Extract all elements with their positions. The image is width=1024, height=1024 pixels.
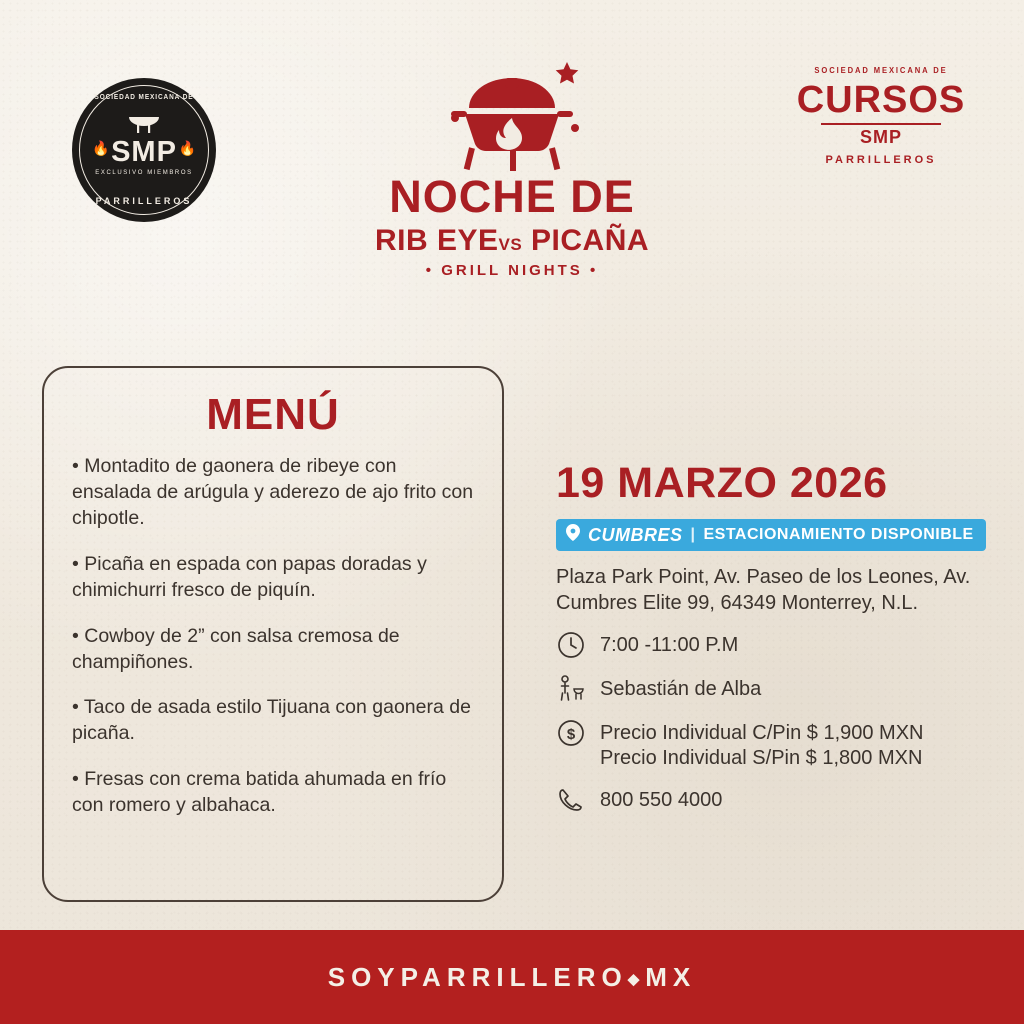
event-title: NOCHE DE	[389, 171, 635, 222]
location-zone: CUMBRES	[588, 524, 683, 545]
seal-top-text: SOCIEDAD MEXICANA DE	[94, 94, 194, 101]
smp-seal-logo	[72, 78, 216, 222]
seal-subtext: EXCLUSIVO MIEMBROS	[95, 170, 193, 176]
parking-note: ESTACIONAMIENTO DISPONIBLE	[703, 526, 974, 543]
flame-icon-left: 🔥	[92, 140, 110, 156]
seal-bottom-text: PARRILLEROS	[95, 196, 193, 206]
cursos-smp-logo	[796, 66, 966, 166]
menu-item: • Cowboy de 2” con salsa cremosa de champiñones.	[72, 624, 400, 673]
event-subtitle-vs: VS	[498, 235, 523, 254]
cursos-sub-text: SMP	[859, 126, 902, 147]
price-line-2: Precio Individual S/Pin $ 1,800 MXN	[600, 747, 923, 770]
cursos-bottom-text: PARRILLEROS	[825, 153, 937, 166]
event-logo	[362, 56, 662, 279]
event-info	[556, 459, 986, 815]
clock-icon	[556, 630, 586, 660]
map-pin-icon	[566, 524, 580, 546]
menu-card	[42, 366, 504, 902]
event-subtitle	[362, 222, 662, 260]
detail-row-phone	[556, 785, 986, 815]
footer-brand-name: SOYPARRILLERO	[327, 961, 628, 992]
event-date: 19 MARZO 2026	[556, 459, 888, 507]
location-badge	[556, 519, 986, 551]
detail-row-chef	[556, 674, 986, 704]
cursos-top-text: SOCIEDAD MEXICANA DE	[814, 66, 948, 75]
svg-text:$: $	[566, 726, 576, 744]
menu-item: • Fresas con crema batida ahumada en frío con romero y albahaca.	[72, 768, 447, 817]
cursos-divider	[821, 123, 941, 125]
event-tagline: • GRILL NIGHTS •	[425, 261, 599, 279]
chef-grill-icon	[556, 674, 586, 704]
charcoal-grill-icon	[362, 56, 662, 174]
event-time: 7:00 -11:00 P.M	[600, 634, 739, 657]
price-line-1: Precio Individual C/Pin $ 1,900 MXN	[600, 722, 924, 745]
grill-icon	[127, 114, 161, 139]
flame-icon-right: 🔥	[178, 140, 196, 156]
menu-title: MENÚ	[206, 390, 340, 439]
event-subtitle-second: PICAÑA	[531, 224, 650, 257]
event-subtitle-main: RIB EYE	[374, 224, 499, 257]
seal-initials: SMP	[111, 136, 177, 168]
detail-row-price	[556, 718, 986, 771]
footer-brand-suffix: MX	[645, 961, 697, 992]
menu-item: • Picaña en espada con papas doradas y chimichurri fresco de piquín.	[72, 552, 427, 601]
menu-item: • Montadito de gaonera de ribeye con ensalada de arúgula y aderezo de ajo frito con chipotle.	[72, 455, 474, 529]
detail-row-time	[556, 630, 986, 660]
footer-separator-icon: ◆	[627, 970, 646, 988]
phone-icon	[556, 785, 586, 815]
seal-badge	[72, 78, 216, 222]
event-address: Plaza Park Point, Av. Paseo de los Leones, Av. Cumbres Elite 99, 64349 Monterrey, N.L.	[556, 566, 971, 614]
dollar-icon	[556, 718, 586, 748]
event-price	[600, 718, 924, 771]
cursos-main-text: CURSOS	[796, 79, 966, 121]
event-host: Sebastián de Alba	[600, 678, 762, 701]
event-phone: 800 550 4000	[600, 789, 723, 812]
menu-item: • Taco de asada estilo Tijuana con gaonera de picaña.	[72, 696, 471, 745]
location-divider: |	[690, 526, 696, 543]
footer-bar	[0, 930, 1024, 1024]
footer-brand	[328, 962, 697, 993]
